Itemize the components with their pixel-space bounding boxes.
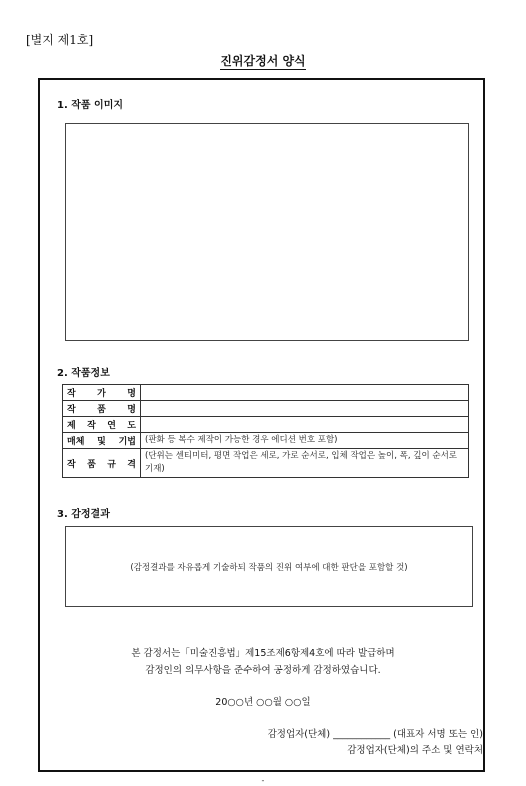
appraisal-result-placeholder: (감정결과를 자유롭게 기술하되 작품의 진위 여부에 대한 판단을 포함할 것)	[130, 562, 408, 573]
issue-date: 20○○년 ○○월 ○○일	[215, 697, 311, 708]
table-row-artist	[63, 385, 469, 401]
page-marker: -	[261, 776, 265, 785]
artwork-image-area[interactable]	[65, 123, 469, 341]
table-row-year	[63, 417, 469, 433]
signature-line[interactable]: 감정업자(단체) ____________ (대표자 서명 또는 인)	[267, 729, 483, 740]
artwork-title-label: 작 품 명	[63, 401, 141, 417]
table-row-dimensions	[63, 449, 469, 478]
artwork-info-table	[62, 384, 469, 478]
section-appraisal-result-heading: 3. 감정결과	[57, 509, 110, 520]
artist-field[interactable]	[141, 385, 469, 401]
certification-line-1: 본 감정서는「미술진흥법」제15조제6항제4호에 따라 발급하며	[131, 648, 395, 659]
artwork-title-field[interactable]	[141, 401, 469, 417]
section-artwork-info-heading: 2. 작품정보	[57, 368, 110, 379]
section-artwork-image-heading: 1. 작품 이미지	[57, 100, 124, 111]
contact-line: 감정업자(단체)의 주소 및 연락처	[347, 745, 483, 756]
table-row-medium	[63, 433, 469, 449]
table-row-title	[63, 401, 469, 417]
production-year-label: 제 작 연 도	[63, 417, 141, 433]
annex-label: [별지 제1호]	[26, 33, 94, 47]
medium-technique-field[interactable]: (판화 등 복수 제작이 가능한 경우 에디션 번호 포함)	[141, 433, 469, 449]
dimensions-label: 작 품 규 격	[63, 449, 141, 478]
dimensions-field[interactable]: (단위는 센티미터, 평면 작업은 세로, 가로 순서로, 입체 작업은 높이, 폭, 깊이 순서로 기재)	[141, 449, 469, 478]
medium-technique-label: 매체 및 기법	[63, 433, 141, 449]
appraisal-result-box[interactable]	[65, 526, 473, 607]
certification-line-2: 감정인의 의무사항을 준수하여 공정하게 감정하였습니다.	[145, 665, 381, 676]
artist-label: 작 가 명	[63, 385, 141, 401]
document-title	[0, 52, 526, 69]
production-year-field[interactable]	[141, 417, 469, 433]
document-title-text: 진위감정서 양식	[220, 54, 306, 68]
